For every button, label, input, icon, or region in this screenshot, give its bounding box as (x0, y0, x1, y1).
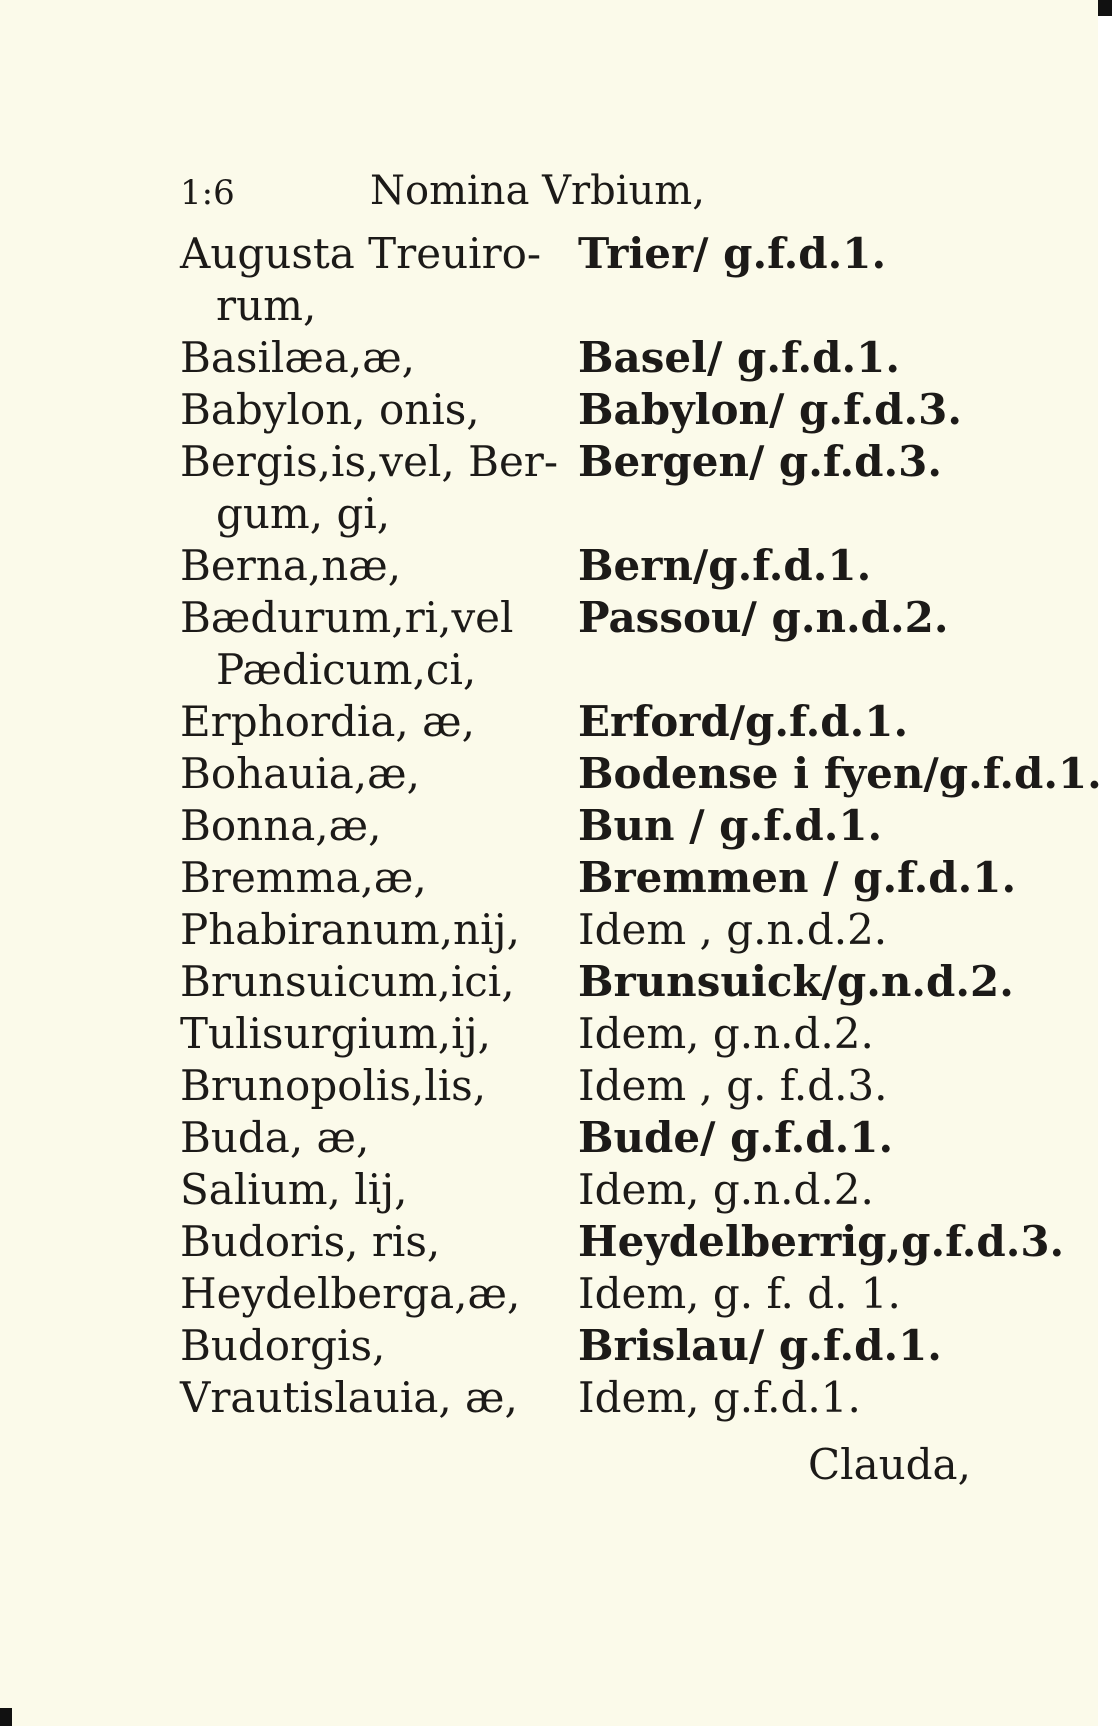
german-name: Bodense i fyen/g.f.d.1. (578, 749, 1102, 798)
list-item (180, 904, 1000, 956)
latin-name: Bonna,æ, (180, 801, 382, 850)
german-name: Bude/ g.f.d.1. (578, 1113, 894, 1162)
list-item (180, 332, 1000, 384)
german-name: Trier/ g.f.d.1. (578, 229, 887, 278)
german-name: Idem , g.n.d.2. (578, 905, 888, 954)
latin-name: Pædicum,ci, (216, 645, 477, 694)
latin-name: Bergis,is,vel, Ber- (180, 437, 559, 486)
list-item (180, 592, 1000, 644)
list-item (180, 1216, 1065, 1268)
german-name: Idem, g.f.d.1. (578, 1373, 861, 1422)
latin-name: Erphordia, æ, (180, 697, 475, 746)
german-name: Bern/g.f.d.1. (578, 541, 872, 590)
list-item (180, 1008, 1000, 1060)
page-header (180, 168, 705, 218)
list-item (180, 280, 1000, 332)
list-item (180, 384, 1000, 436)
entry-list (180, 228, 1102, 1424)
list-item (180, 852, 1017, 904)
german-name: Brislau/ g.f.d.1. (578, 1321, 942, 1370)
german-name: Bergen/ g.f.d.3. (578, 437, 942, 486)
latin-name: Vrautislauia, æ, (180, 1373, 518, 1422)
german-name: Idem , g. f.d.3. (578, 1061, 888, 1110)
german-name: Idem, g. f. d. 1. (578, 1269, 901, 1318)
list-item (180, 1164, 1000, 1216)
latin-name: Brunopolis,lis, (180, 1061, 487, 1110)
latin-name: Brunsuicum,ici, (180, 957, 515, 1006)
latin-name: Bædurum,ri,vel (180, 593, 514, 642)
latin-name: Salium, lij, (180, 1165, 408, 1214)
latin-name: rum, (216, 281, 317, 330)
list-item (180, 1060, 1000, 1112)
german-name: Basel/ g.f.d.1. (578, 333, 901, 382)
german-name: Babylon/ g.f.d.3. (578, 385, 962, 434)
german-name: Bremmen / g.f.d.1. (578, 853, 1017, 902)
list-item (180, 488, 1000, 540)
page-number: 1:6 (180, 173, 235, 213)
latin-name: Buda, æ, (180, 1113, 370, 1162)
german-name: Erford/g.f.d.1. (578, 697, 909, 746)
german-name: Heydelberrig,g.f.d.3. (578, 1217, 1065, 1266)
list-item (180, 1268, 1000, 1320)
list-item (180, 800, 1000, 852)
latin-name: Heydelberga,æ, (180, 1269, 521, 1318)
latin-name: Augusta Treuiro- (180, 229, 542, 278)
list-item (180, 956, 1014, 1008)
list-item (180, 228, 1000, 280)
latin-name: Babylon, onis, (180, 385, 480, 434)
latin-name: Budorgis, (180, 1321, 386, 1370)
list-item (180, 436, 1000, 488)
latin-name: Bohauia,æ, (180, 749, 420, 798)
list-item (180, 1320, 1000, 1372)
german-name: Idem, g.n.d.2. (578, 1009, 874, 1058)
list-item (180, 540, 1000, 592)
german-name: Idem, g.n.d.2. (578, 1165, 874, 1214)
list-item (180, 644, 1000, 696)
list-item (180, 696, 1000, 748)
latin-name: Phabiranum,nij, (180, 905, 520, 954)
latin-name: Budoris, ris, (180, 1217, 441, 1266)
running-title: Nomina Vrbium, (370, 168, 705, 214)
scan-edge-mark (1098, 0, 1112, 16)
german-name: Bun / g.f.d.1. (578, 801, 883, 850)
latin-name: gum, gi, (216, 489, 391, 538)
latin-name: Tulisurgium,ij, (180, 1009, 491, 1058)
german-name: Passou/ g.n.d.2. (578, 593, 949, 642)
latin-name: Berna,næ, (180, 541, 402, 590)
scan-edge-mark (0, 1708, 12, 1726)
german-name: Brunsuick/g.n.d.2. (578, 957, 1014, 1006)
list-item (180, 1112, 1000, 1164)
list-item (180, 748, 1102, 800)
latin-name: Bremma,æ, (180, 853, 427, 902)
catchword: Clauda, (808, 1440, 971, 1489)
latin-name: Basilæa,æ, (180, 333, 416, 382)
list-item (180, 1372, 1000, 1424)
